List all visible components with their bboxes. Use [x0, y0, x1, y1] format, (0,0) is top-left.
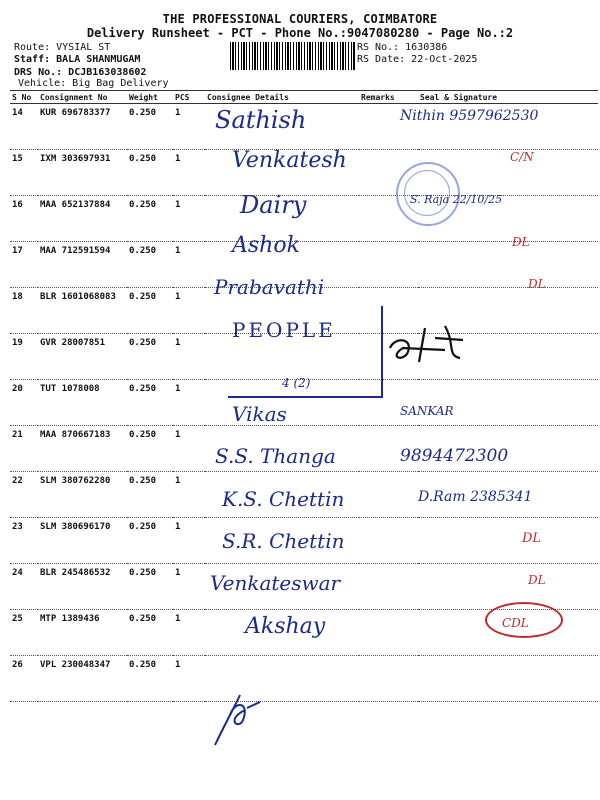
- handwritten-consignee: Sathish: [215, 106, 307, 134]
- row-sno: 20: [10, 380, 38, 426]
- row-sno: 23: [10, 518, 38, 564]
- row-weight: 0.250: [127, 472, 173, 518]
- handwritten-signature: DL: [522, 531, 542, 546]
- row-weight: 0.250: [127, 380, 173, 426]
- handwritten-signature: DL: [528, 277, 546, 292]
- row-remarks: [359, 472, 418, 518]
- rs-date: RS Date: 22-Oct-2025: [357, 54, 478, 65]
- row-consignment: BLR 245486532: [38, 564, 127, 610]
- row-sno: 21: [10, 426, 38, 472]
- row-weight: 0.250: [127, 334, 173, 380]
- bottom-signature: [205, 690, 275, 750]
- handwritten-signature: CDL: [502, 615, 529, 630]
- row-remarks: [359, 242, 418, 288]
- row-sno: 24: [10, 564, 38, 610]
- row-sno: 26: [10, 656, 38, 702]
- rs-number: RS No.: 1630386: [357, 42, 448, 53]
- row-pcs: 1: [173, 380, 205, 426]
- header-sno: S No: [10, 91, 38, 104]
- handwritten-signature: DL: [528, 573, 546, 588]
- row-weight: 0.250: [127, 150, 173, 196]
- row-pcs: 1: [173, 656, 205, 702]
- row-pcs: 1: [173, 242, 205, 288]
- handwritten-consignee: Venkateswar: [210, 571, 341, 596]
- drs-label: DRS No.: DCJB163038602: [14, 67, 147, 78]
- row-weight: 0.250: [127, 196, 173, 242]
- handwritten-signature: DL: [512, 234, 530, 249]
- handwritten-signature: Nithin 9597962530: [400, 108, 539, 124]
- header-consignee: Consignee Details: [205, 91, 359, 104]
- row-consignment: MAA 652137884: [38, 196, 127, 242]
- row-remarks: [359, 610, 418, 656]
- row-remarks: [359, 564, 418, 610]
- row-consignment: MAA 712591594: [38, 242, 127, 288]
- handwritten-consignee: K.S. Chettin: [222, 486, 345, 511]
- row-pcs: 1: [173, 426, 205, 472]
- row-sno: 16: [10, 196, 38, 242]
- row-pcs: 1: [173, 334, 205, 380]
- row-consignment: GVR 28007851: [38, 334, 127, 380]
- row-seal: [418, 518, 598, 564]
- table-row: [10, 656, 598, 702]
- header-pcs: PCS: [173, 91, 205, 104]
- handwritten-signature: SANKAR: [400, 404, 454, 419]
- header-seal: Seal & Signature: [418, 91, 598, 104]
- handwritten-consignee: S.R. Chettin: [222, 529, 345, 553]
- row19-signature: [385, 318, 470, 366]
- header-weight: Weight: [127, 91, 173, 104]
- row-sno: 25: [10, 610, 38, 656]
- row-weight: 0.250: [127, 656, 173, 702]
- row-weight: 0.250: [127, 610, 173, 656]
- row-seal: [418, 380, 598, 426]
- row-consignment: MTP 1389436: [38, 610, 127, 656]
- row-sno: 15: [10, 150, 38, 196]
- barcode: [230, 42, 355, 70]
- handwritten-consignee: PEOPLE: [232, 317, 336, 342]
- row-pcs: 1: [173, 472, 205, 518]
- handwritten-consignee: Prabavathi: [214, 275, 325, 300]
- row-weight: 0.250: [127, 426, 173, 472]
- row-consignment: IXM 303697931: [38, 150, 127, 196]
- row-seal: [418, 656, 598, 702]
- header-consignment: Consignment No: [38, 91, 127, 104]
- row-pcs: 1: [173, 610, 205, 656]
- handwritten-consignee: Vikas: [232, 402, 287, 427]
- row-weight: 0.250: [127, 288, 173, 334]
- row-sno: 19: [10, 334, 38, 380]
- handwritten-consignee: 4 (2): [282, 375, 311, 390]
- row-sno: 22: [10, 472, 38, 518]
- handwritten-consignee: Akshay: [245, 613, 326, 639]
- runsheet-subtitle: Delivery Runsheet - PCT - Phone No.:9047080280 - Page No.:2: [86, 26, 514, 40]
- row-pcs: 1: [173, 104, 205, 150]
- handwritten-consignee: Venkatesh: [232, 148, 347, 174]
- handwritten-signature: 9894472300: [400, 446, 509, 467]
- handwritten-consignee: Dairy: [240, 190, 307, 219]
- row-consignment: KUR 696783377: [38, 104, 127, 150]
- row-consignment: SLM 380696170: [38, 518, 127, 564]
- route-label: Route: VYSIAL ST: [14, 42, 111, 53]
- row-remarks: [359, 518, 418, 564]
- row-remarks: [359, 656, 418, 702]
- row-consignment: VPL 230048347: [38, 656, 127, 702]
- row-consignment: MAA 870667183: [38, 426, 127, 472]
- row-pcs: 1: [173, 564, 205, 610]
- handwritten-consignee: S.S. Thanga: [215, 444, 336, 469]
- row-sno: 14: [10, 104, 38, 150]
- row-consignment: SLM 380762280: [38, 472, 127, 518]
- row-pcs: 1: [173, 196, 205, 242]
- row-consignment: TUT 1078008: [38, 380, 127, 426]
- handwritten-signature: D.Ram 2385341: [418, 488, 533, 505]
- row-weight: 0.250: [127, 242, 173, 288]
- vehicle-label: Vehicle: Big Bag Delivery: [18, 78, 169, 89]
- row-weight: 0.250: [127, 104, 173, 150]
- row-consignment: BLR 1601068083: [38, 288, 127, 334]
- row-pcs: 1: [173, 288, 205, 334]
- handwritten-signature: C/N: [510, 150, 534, 165]
- company-title: THE PROFESSIONAL COURIERS, COIMBATORE: [162, 12, 438, 26]
- row-weight: 0.250: [127, 564, 173, 610]
- header-remarks: Remarks: [359, 91, 418, 104]
- staff-label: Staff: BALA SHANMUGAM: [14, 54, 141, 65]
- row-pcs: 1: [173, 150, 205, 196]
- row-seal: [418, 242, 598, 288]
- row-sno: 17: [10, 242, 38, 288]
- table-header-row: [10, 91, 598, 104]
- row-pcs: 1: [173, 518, 205, 564]
- row-weight: 0.250: [127, 518, 173, 564]
- row-sno: 18: [10, 288, 38, 334]
- handwritten-signature: S. Raja 22/10/25: [410, 192, 503, 206]
- handwritten-consignee: Ashok: [232, 232, 300, 258]
